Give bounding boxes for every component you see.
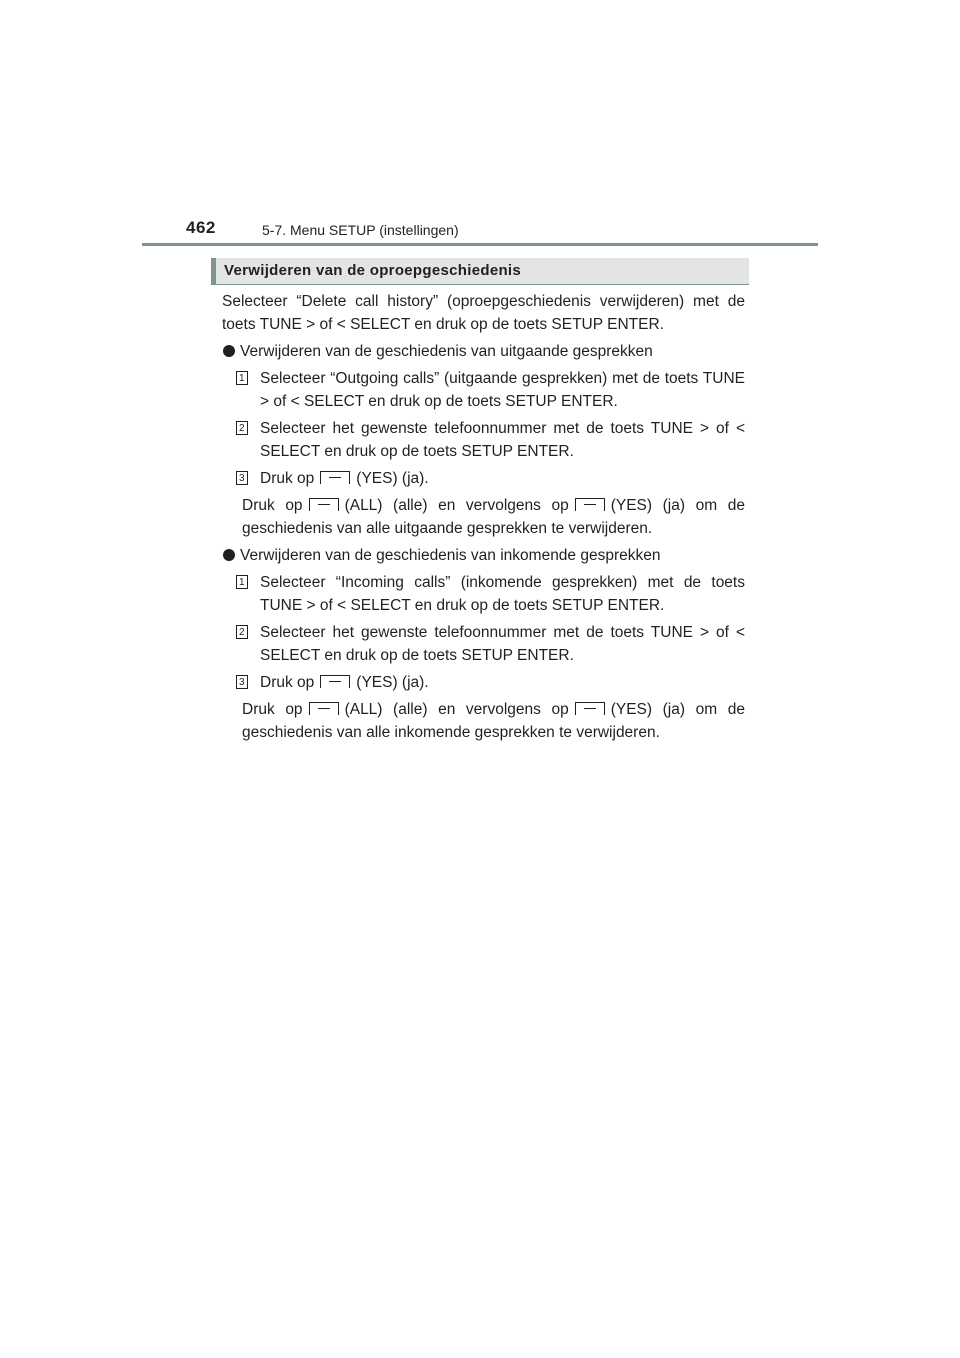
incoming-step-3-text-b: (YES) (ja). bbox=[356, 674, 429, 691]
bullet-outgoing bbox=[222, 340, 745, 363]
bullet-outgoing-title: Verwijderen van de geschiedenis van uitgaande gesprekken bbox=[240, 343, 653, 360]
outgoing-step-3-text-b: (YES) (ja). bbox=[356, 470, 429, 487]
function-button-icon bbox=[320, 471, 350, 484]
outgoing-step-1 bbox=[222, 367, 745, 413]
bullet-dot-icon bbox=[223, 549, 235, 561]
incoming-note-b: (ALL) (alle) en vervolgens op bbox=[344, 701, 569, 718]
heading-bar bbox=[211, 258, 749, 285]
incoming-note bbox=[222, 698, 745, 744]
outgoing-note-a: Druk op bbox=[242, 497, 303, 514]
function-button-icon bbox=[575, 702, 605, 715]
incoming-note-c: (YES) (ja) om de geschiedenis van alle inkomende gesprekken te verwijderen. bbox=[242, 701, 745, 741]
bullet-dot-icon bbox=[223, 345, 235, 357]
outgoing-note bbox=[222, 494, 745, 540]
incoming-step-3-text-a: Druk op bbox=[260, 674, 315, 691]
incoming-step-3 bbox=[222, 671, 745, 694]
bullet-incoming bbox=[222, 544, 745, 567]
outgoing-step-2 bbox=[222, 417, 745, 463]
incoming-step-2-text: Selecteer het gewenste telefoonnummer met de toets TUNE > of < SELECT en druk op de toets SETUP ENTER. bbox=[260, 624, 745, 664]
function-button-icon bbox=[320, 675, 350, 688]
incoming-note-a: Druk op bbox=[242, 701, 303, 718]
function-button-icon bbox=[309, 498, 339, 511]
step-number-3: 3 bbox=[236, 471, 248, 485]
incoming-step-1-text: Selecteer “Incoming calls” (inkomende gesprekken) met de toets TUNE > of < SELECT en druk op de toets SETUP ENTER. bbox=[260, 574, 745, 614]
outgoing-step-1-text: Selecteer “Outgoing calls” (uitgaande gesprekken) met de toets TUNE > of < SELECT en druk op de toets SETUP ENTER. bbox=[260, 370, 745, 410]
heading-accent bbox=[211, 258, 216, 285]
page-number: 462 bbox=[186, 218, 216, 237]
intro-paragraph: Selecteer “Delete call history” (oproepgeschiedenis verwijderen) met de toets TUNE > of < SELECT en druk op de toets SETUP ENTER. bbox=[222, 293, 745, 333]
step-number-2: 2 bbox=[236, 625, 248, 639]
outgoing-note-c: (YES) (ja) om de geschiedenis van alle uitgaande gesprekken te verwijderen. bbox=[242, 497, 745, 537]
outgoing-step-3 bbox=[222, 467, 745, 490]
step-number-3: 3 bbox=[236, 675, 248, 689]
section-title: 5-7. Menu SETUP (instellingen) bbox=[262, 222, 459, 238]
header-rule bbox=[142, 243, 818, 246]
outgoing-step-3-text-a: Druk op bbox=[260, 470, 315, 487]
heading-title: Verwijderen van de oproepgeschiedenis bbox=[224, 262, 522, 279]
incoming-step-2 bbox=[222, 621, 745, 667]
content bbox=[222, 290, 745, 748]
step-number-1: 1 bbox=[236, 575, 248, 589]
bullet-incoming-title: Verwijderen van de geschiedenis van inkomende gesprekken bbox=[240, 547, 661, 564]
outgoing-step-2-text: Selecteer het gewenste telefoonnummer met de toets TUNE > of < SELECT en druk op de toets SETUP ENTER. bbox=[260, 420, 745, 460]
function-button-icon bbox=[575, 498, 605, 511]
function-button-icon bbox=[309, 702, 339, 715]
step-number-2: 2 bbox=[236, 421, 248, 435]
outgoing-note-b: (ALL) (alle) en vervolgens op bbox=[344, 497, 569, 514]
incoming-step-1 bbox=[222, 571, 745, 617]
step-number-1: 1 bbox=[236, 371, 248, 385]
